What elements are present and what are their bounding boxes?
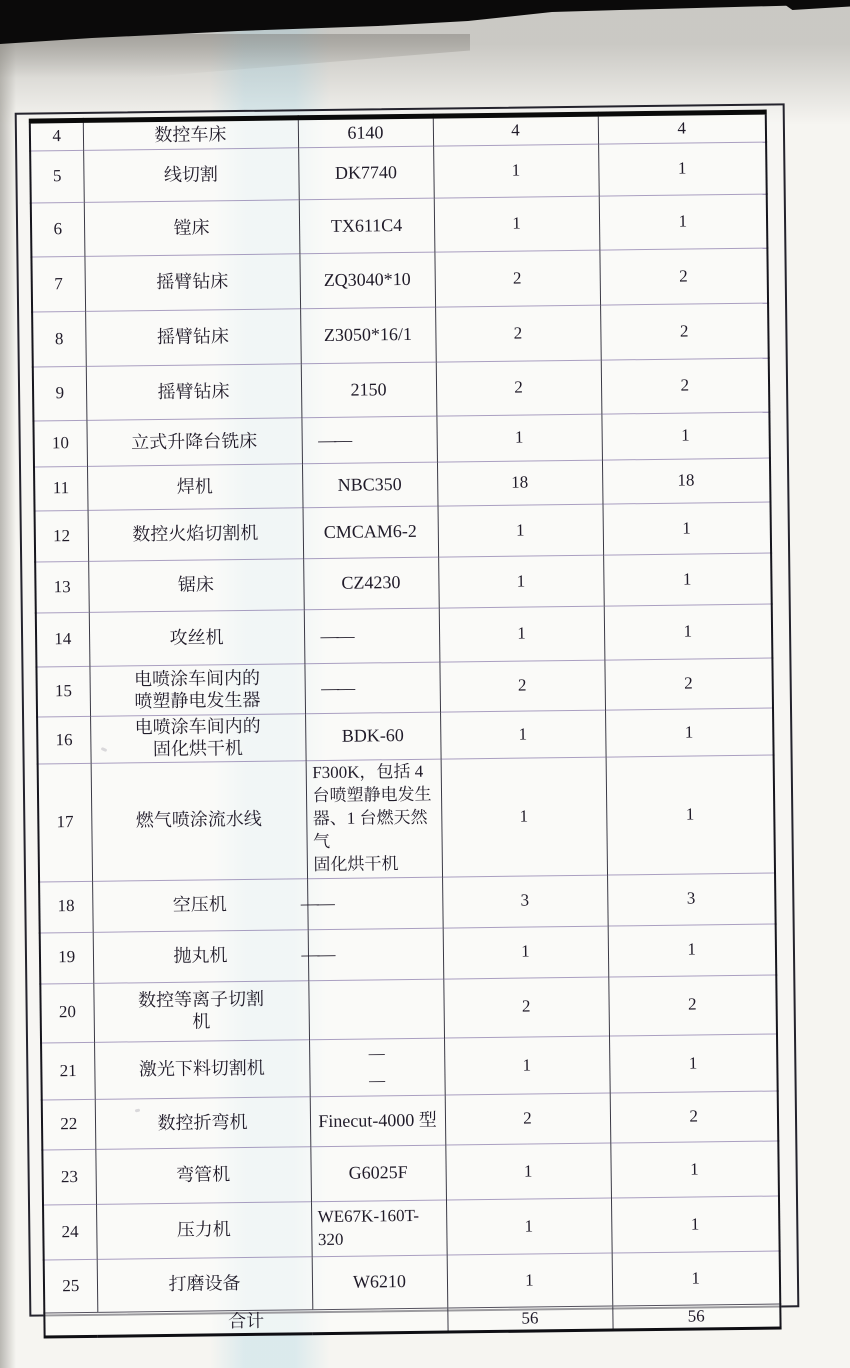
quantity-1: 1: [441, 757, 607, 877]
row-number: 13: [35, 561, 89, 613]
equipment-name: 数控火焰切割机: [88, 508, 304, 562]
model-spec: Z3050*16/1: [300, 307, 436, 364]
table-row: [42, 1141, 779, 1205]
quantity-2: 1: [604, 604, 773, 660]
quantity-2: 4: [677, 118, 687, 138]
quantity-2: 1: [612, 1251, 781, 1306]
model-spec: [308, 979, 444, 1040]
model-spec: ——: [301, 416, 437, 464]
equipment-name: 攻丝机: [89, 610, 305, 667]
equipment-name: 燃气喷涂流水线: [91, 761, 307, 881]
model-spec: Finecut-4000 型: [310, 1095, 446, 1147]
row-number: 7: [31, 256, 85, 312]
table-row: [42, 1091, 779, 1150]
table-row: [35, 553, 772, 613]
table-row: [43, 1196, 780, 1260]
equipment-name: 数控折弯机: [95, 1097, 311, 1150]
scan-shadow-top: [0, 34, 470, 89]
table-row: [39, 873, 776, 933]
quantity-1: 18: [437, 460, 603, 506]
equipment-name: 线切割: [83, 148, 299, 203]
quantity-1: 1: [433, 144, 599, 198]
quantity-2: 2: [608, 975, 777, 1036]
quantity-1: 1: [438, 555, 604, 608]
quantity-2: 1: [611, 1196, 780, 1253]
model-spec: CMCAM6-2: [303, 506, 439, 559]
table-row: [31, 248, 768, 312]
quantity-1: 4: [433, 114, 598, 146]
quantity-1: 1: [439, 606, 605, 662]
quantity-2: 1: [603, 553, 772, 606]
equipment-name: 抛丸机: [93, 929, 309, 983]
quantity-2: 3: [607, 873, 776, 926]
equipment-name: 数控车床: [83, 118, 298, 151]
quantity-2: 1: [598, 142, 767, 196]
model-spec: ——: [307, 877, 443, 930]
equipment-name: 摇臂钻床: [85, 309, 301, 367]
total-quantity-2: 56: [612, 1304, 780, 1330]
equipment-name: 电喷涂车间内的 固化烘干机: [90, 714, 306, 764]
model-spec: 6140: [298, 116, 433, 148]
quantity-2: 1: [606, 755, 775, 875]
quantity-1: 1: [440, 710, 606, 759]
quantity-2: 1: [601, 412, 770, 460]
quantity-1: 1: [434, 196, 600, 252]
quantity-1: 2: [436, 360, 602, 416]
row-number: 16: [37, 716, 91, 764]
equipment-name: 立式升降台铣床: [86, 418, 302, 467]
row-number: 23: [42, 1149, 96, 1205]
model-spec: ——: [304, 608, 440, 664]
equipment-name: 锯床: [88, 559, 304, 613]
scan-artifact-top-right: [786, 0, 850, 10]
model-spec: 2150: [301, 362, 437, 418]
equipment-name: 焊机: [87, 464, 303, 511]
equipment-name: 压力机: [96, 1202, 312, 1260]
quantity-2: 1: [608, 924, 777, 977]
table-row: [38, 755, 775, 882]
row-number: 19: [40, 932, 94, 984]
equipment-table: [29, 110, 782, 1339]
equipment-name: 空压机: [92, 878, 308, 932]
model-spec: NBC350: [302, 462, 438, 508]
model-spec: CZ4230: [303, 557, 439, 610]
table-row: [32, 303, 769, 367]
model-spec: ZQ3040*10: [299, 252, 435, 309]
quantity-2: 18: [602, 458, 771, 504]
row-number: 10: [33, 420, 87, 467]
quantity-2: 1: [605, 708, 774, 757]
quantity-1: 1: [438, 504, 604, 557]
quantity-1: 3: [442, 875, 608, 928]
table-row: [35, 502, 772, 562]
row-number: 17: [38, 763, 92, 881]
quantity-1: 2: [434, 250, 600, 307]
row-number: 20: [40, 983, 94, 1043]
model-spec: WE67K-160T- 320: [311, 1200, 447, 1257]
row-number: 14: [36, 612, 90, 667]
model-spec: G6025F: [310, 1145, 446, 1202]
quantity-1: 1: [447, 1253, 613, 1308]
equipment-name: 打磨设备: [97, 1257, 313, 1313]
row-number: 9: [33, 366, 87, 421]
model-spec: F300K，包括 4 台喷塑静电发生 器、1 台燃天然气 固化烘干机: [306, 759, 442, 878]
quantity-1: 1: [443, 926, 609, 979]
table-row: [40, 975, 777, 1043]
quantity-2: 1: [610, 1141, 779, 1198]
model-spec: BDK-60: [305, 712, 441, 761]
table-row: [30, 142, 767, 203]
quantity-2: 2: [600, 303, 769, 360]
row-number: 25: [44, 1259, 98, 1313]
row-number: 15: [36, 666, 90, 717]
table-row: [36, 604, 773, 667]
equipment-name: 摇臂钻床: [86, 364, 302, 421]
quantity-1: 2: [443, 977, 609, 1038]
row-number: 6: [31, 202, 85, 257]
quantity-1: 1: [444, 1036, 610, 1095]
quantity-1: 1: [436, 414, 602, 462]
row-number: 21: [41, 1042, 95, 1100]
model-spec: ——: [308, 928, 444, 981]
table-row: [36, 658, 773, 717]
quantity-1: 2: [435, 305, 601, 362]
table-row: [41, 1034, 778, 1100]
total-quantity-1: 56: [447, 1306, 612, 1332]
table-row: [44, 1251, 781, 1313]
model-spec: ——: [304, 662, 440, 714]
quantity-2: 2: [599, 248, 768, 305]
model-spec: W6210: [312, 1255, 448, 1310]
model-spec: TX611C4: [299, 198, 435, 254]
row-number: 12: [35, 510, 89, 562]
table-row: [40, 924, 777, 984]
quantity-1: 2: [445, 1093, 611, 1145]
quantity-2: 1: [602, 502, 771, 555]
row-number: 11: [34, 466, 88, 511]
row-number: 5: [30, 150, 84, 203]
quantity-2: 1: [609, 1034, 778, 1093]
quantity-1: 1: [446, 1198, 612, 1255]
quantity-2: 1: [599, 194, 768, 250]
row-number: 24: [43, 1204, 97, 1260]
quantity-2: 2: [604, 658, 773, 710]
model-spec: — —: [309, 1038, 445, 1097]
form-outer-frame: [15, 103, 800, 1332]
row-number: 22: [42, 1099, 96, 1150]
quantity-2: 2: [610, 1091, 779, 1143]
model-spec: DK7740: [298, 146, 434, 200]
equipment-name: 摇臂钻床: [84, 254, 300, 312]
equipment-name: 弯管机: [95, 1147, 311, 1205]
row-number: 8: [32, 311, 86, 367]
equipment-table-body: [30, 112, 781, 1337]
total-label: 合计: [44, 1308, 447, 1337]
quantity-1: 2: [439, 660, 605, 712]
row-number: 4: [30, 120, 83, 151]
row-number: 18: [39, 881, 93, 933]
quantity-1: 1: [445, 1143, 611, 1200]
equipment-name: 数控等离子切割 机: [93, 980, 309, 1042]
table-row: [31, 194, 768, 257]
table-row: [33, 358, 770, 421]
equipment-name: 激光下料切割机: [94, 1039, 310, 1099]
equipment-name: 电喷涂车间内的 喷塑静电发生器: [89, 664, 305, 717]
quantity-2: 2: [601, 358, 770, 414]
equipment-name: 镗床: [84, 200, 300, 257]
